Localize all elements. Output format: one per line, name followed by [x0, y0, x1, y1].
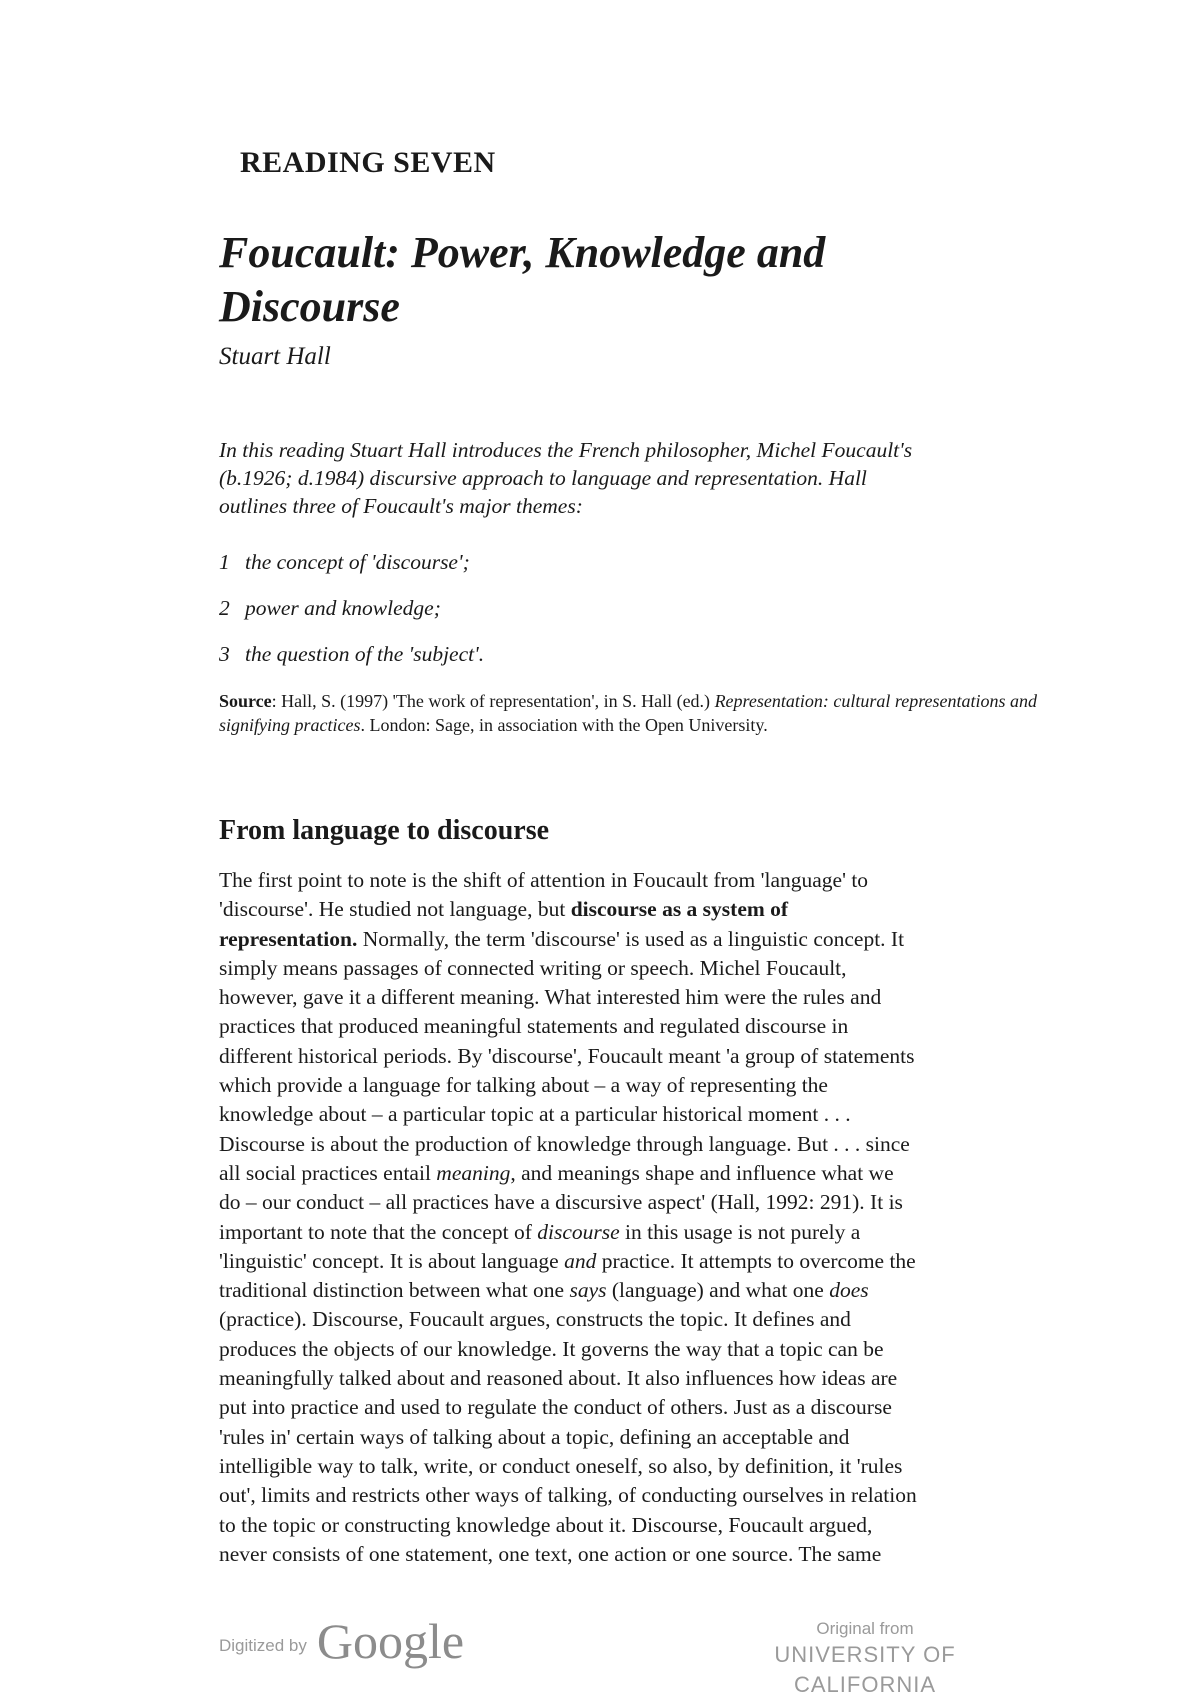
body-line: Discourse is about the production of knowledge through language. But . . . since [219, 1131, 910, 1156]
source-label: Source [219, 691, 272, 711]
source-text: : Hall, S. (1997) 'The work of representation', in S. Hall (ed.) [271, 691, 715, 711]
digitized-by-label: Digitized by [219, 1636, 307, 1655]
body-text-run: (language) and what one [606, 1278, 830, 1303]
source-text: . London: Sage, in association with the Open University. [360, 714, 768, 735]
theme-item [219, 640, 484, 686]
body-italic-run: discourse [537, 1219, 620, 1244]
body-line: never consists of one statement, one text, one action or one source. The same [219, 1541, 882, 1566]
body-line [219, 895, 1099, 924]
body-italic-run: says [569, 1278, 607, 1303]
body-text-run: traditional distinction between what one [219, 1278, 570, 1303]
body-line: out', limits and restricts other ways of talking, of conducting ourselves in relation [219, 1483, 917, 1508]
body-line: different historical periods. By 'discourse', Foucault meant 'a group of statements [219, 1043, 915, 1068]
google-logo: Google [316, 1613, 465, 1669]
theme-text: power and knowledge; [245, 596, 441, 620]
body-line [219, 1247, 1099, 1276]
page-title [219, 226, 1039, 334]
theme-item [219, 594, 484, 640]
theme-number: 3 [219, 642, 230, 666]
body-bold-run: discourse as a system of [570, 897, 789, 922]
source-book-title: Representation: cultural representations and signifying practices [219, 691, 1038, 735]
original-from-label: Original from [816, 1619, 914, 1638]
theme-text: the question of the 'subject'. [245, 642, 485, 666]
body-italic-run: does [829, 1278, 869, 1303]
body-line: 'rules in' certain ways of talking about a topic, defining an acceptable and [219, 1424, 850, 1449]
body-line: do – our conduct – all practices have a discursive aspect' (Hall, 1992: 291). It is [219, 1190, 903, 1215]
body-line: practices that produced meaningful statements and regulated discourse in [219, 1014, 849, 1039]
body-line: meaningfully talked about and reasoned about. It also influences how ideas are [219, 1366, 898, 1391]
body-line: intelligible way to talk, write, or conduct oneself, so also, by definition, it 'rules [219, 1453, 903, 1478]
body-line: simply means passages of connected writing or speech. Michel Foucault, [219, 955, 847, 980]
body-bold-run: representation. [219, 926, 358, 951]
theme-text: the concept of 'discourse'; [245, 550, 470, 574]
body-text-run: Normally, the term 'discourse' is used as a linguistic concept. It [357, 926, 905, 951]
intro-line: outlines three of Foucault's major themes: [219, 494, 583, 518]
author-name: Stuart Hall [219, 343, 331, 370]
body-text-run: all social practices entail [219, 1160, 437, 1185]
section-heading: From language to discourse [219, 815, 550, 846]
body-text-run: in this usage is not purely a [619, 1219, 861, 1244]
body-line: The first point to note is the shift of attention in Foucault from 'language' to [219, 868, 869, 892]
body-line [219, 1276, 1099, 1305]
theme-number: 2 [219, 596, 230, 620]
intro-line: (b.1926; d.1984) discursive approach to language and representation. Hall [219, 466, 867, 490]
body-text-run: , and meanings shape and influence what we [510, 1160, 894, 1185]
title-line-1: Foucault: Power, Knowledge and [219, 228, 826, 277]
body-text-run: 'discourse'. He studied not language, but [219, 897, 571, 922]
original-source-watermark [700, 1618, 1030, 1700]
themes-list [219, 548, 484, 686]
body-text-run: 'linguistic' concept. It is about language [219, 1248, 565, 1273]
body-text-run: important to note that the concept of [219, 1219, 538, 1244]
reading-label: READING SEVEN [240, 146, 496, 179]
theme-number: 1 [219, 550, 230, 574]
body-line: however, gave it a different meaning. What interested him were the rules and [219, 985, 882, 1010]
body-line: knowledge about – a particular topic at a particular historical moment . . . [219, 1102, 851, 1127]
body-italic-run: and [564, 1248, 597, 1273]
intro-paragraph [219, 436, 1099, 520]
body-line [219, 925, 1099, 954]
body-line [219, 1159, 1099, 1188]
digitized-by-watermark [219, 1606, 465, 1669]
body-text-run: practice. It attempts to overcome the [596, 1248, 916, 1273]
body-line: to the topic or constructing knowledge about it. Discourse, Foucault argued, [219, 1512, 873, 1537]
title-line-2: Discourse [219, 282, 400, 331]
body-line: produces the objects of our knowledge. It governs the way that a topic can be [219, 1336, 884, 1361]
source-citation [219, 690, 1099, 737]
body-italic-run: meaning [436, 1160, 511, 1185]
body-line: which provide a language for talking about – a way of representing the [219, 1073, 828, 1098]
body-paragraph [219, 866, 1099, 1569]
theme-item [219, 548, 484, 594]
intro-line: In this reading Stuart Hall introduces the French philosopher, Michel Foucault's [219, 438, 913, 462]
body-line: (practice). Discourse, Foucault argues, constructs the topic. It defines and [219, 1307, 851, 1332]
university-label: UNIVERSITY OF CALIFORNIA [774, 1642, 956, 1697]
body-line: put into practice and used to regulate the conduct of others. Just as a discourse [219, 1395, 892, 1420]
body-line [219, 1218, 1099, 1247]
